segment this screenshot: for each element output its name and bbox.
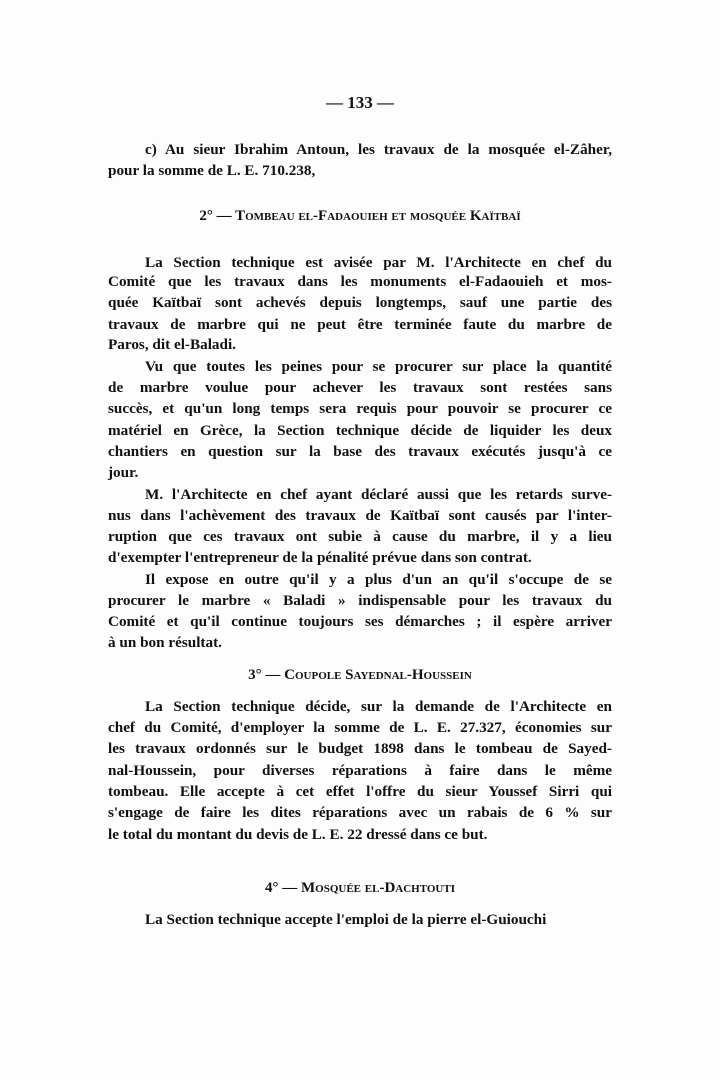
text-line: La Section technique décide, sur la demande de l'Architecte en (145, 698, 612, 715)
section-heading: 4° — Mosquée el-Dachtouti (265, 880, 455, 896)
text-line: chef du Comité, d'employer la somme de L. E. 27.327, économies sur (108, 719, 612, 736)
text-line: La Section technique est avisée par M. l'Architecte en chef du (145, 254, 612, 271)
text-line: procurer le marbre « Baladi » indispensable pour les travaux du (108, 592, 612, 609)
text-line: travaux de marbre qui ne peut être terminée faute du marbre de (108, 316, 612, 333)
section-heading: 3° — Coupole Sayednal-Houssein (248, 667, 472, 683)
text-line: à un bon résultat. (108, 634, 222, 651)
page-number: — 133 — (326, 93, 394, 112)
text-line: tombeau. Elle accepte à cet effet l'offre du sieur Youssef Sirri qui (108, 783, 612, 800)
text-line: Paros, dit el-Baladi. (108, 336, 236, 353)
text-line: M. l'Architecte en chef ayant déclaré aussi que les retards surve- (145, 486, 612, 503)
text-line: s'engage de faire les dites réparations avec un rabais de 6 % sur (108, 804, 612, 821)
text-line: nal-Houssein, pour diverses réparations à faire dans le même (108, 762, 612, 779)
text-line: le total du montant du devis de L. E. 22 dressé dans ce but. (108, 826, 488, 843)
text-line: de marbre voulue pour achever les travaux sont restées sans (108, 379, 612, 396)
text-line: succès, et qu'un long temps sera requis pour pouvoir se procurer ce (108, 400, 612, 417)
text-line: les travaux ordonnés sur le budget 1898 dans le tombeau de Sayed- (108, 740, 612, 757)
text-line: ruption que ces travaux ont subie à cause du marbre, il y a lieu (108, 528, 612, 545)
text-line: d'exempter l'entrepreneur de la pénalité prévue dans son contrat. (108, 549, 532, 566)
text-line: pour la somme de L. E. 710.238, (108, 162, 316, 179)
text-line: Comité que les travaux dans les monuments el-Fadaouieh et mos- (108, 273, 612, 290)
text-line: La Section technique accepte l'emploi de la pierre el-Guiouchi (145, 911, 547, 928)
text-line: jour. (108, 464, 139, 481)
text-line: matériel en Grèce, la Section technique décide de liquider les deux (108, 422, 612, 439)
text-line: quée Kaïtbaï sont achevés depuis longtemps, sauf une partie des (108, 294, 612, 311)
text-line: chantiers en question sur la base des travaux exécutés jusqu'à ce (108, 443, 612, 460)
text-line: c) Au sieur Ibrahim Antoun, les travaux de la mosquée el-Zâher, (145, 141, 612, 158)
text-line: nus dans l'achèvement des travaux de Kaïtbaï sont causés par l'inter- (108, 507, 612, 524)
text-line: Il expose en outre qu'il y a plus d'un an qu'il s'occupe de se (145, 571, 612, 588)
section-heading: 2° — Tombeau el-Fadaouieh et mosquée Kaïtbaï (199, 208, 521, 224)
text-line: Comité et qu'il continue toujours ses démarches ; il espère arriver (108, 613, 612, 630)
text-line: Vu que toutes les peines pour se procurer sur place la quantité (145, 358, 612, 375)
